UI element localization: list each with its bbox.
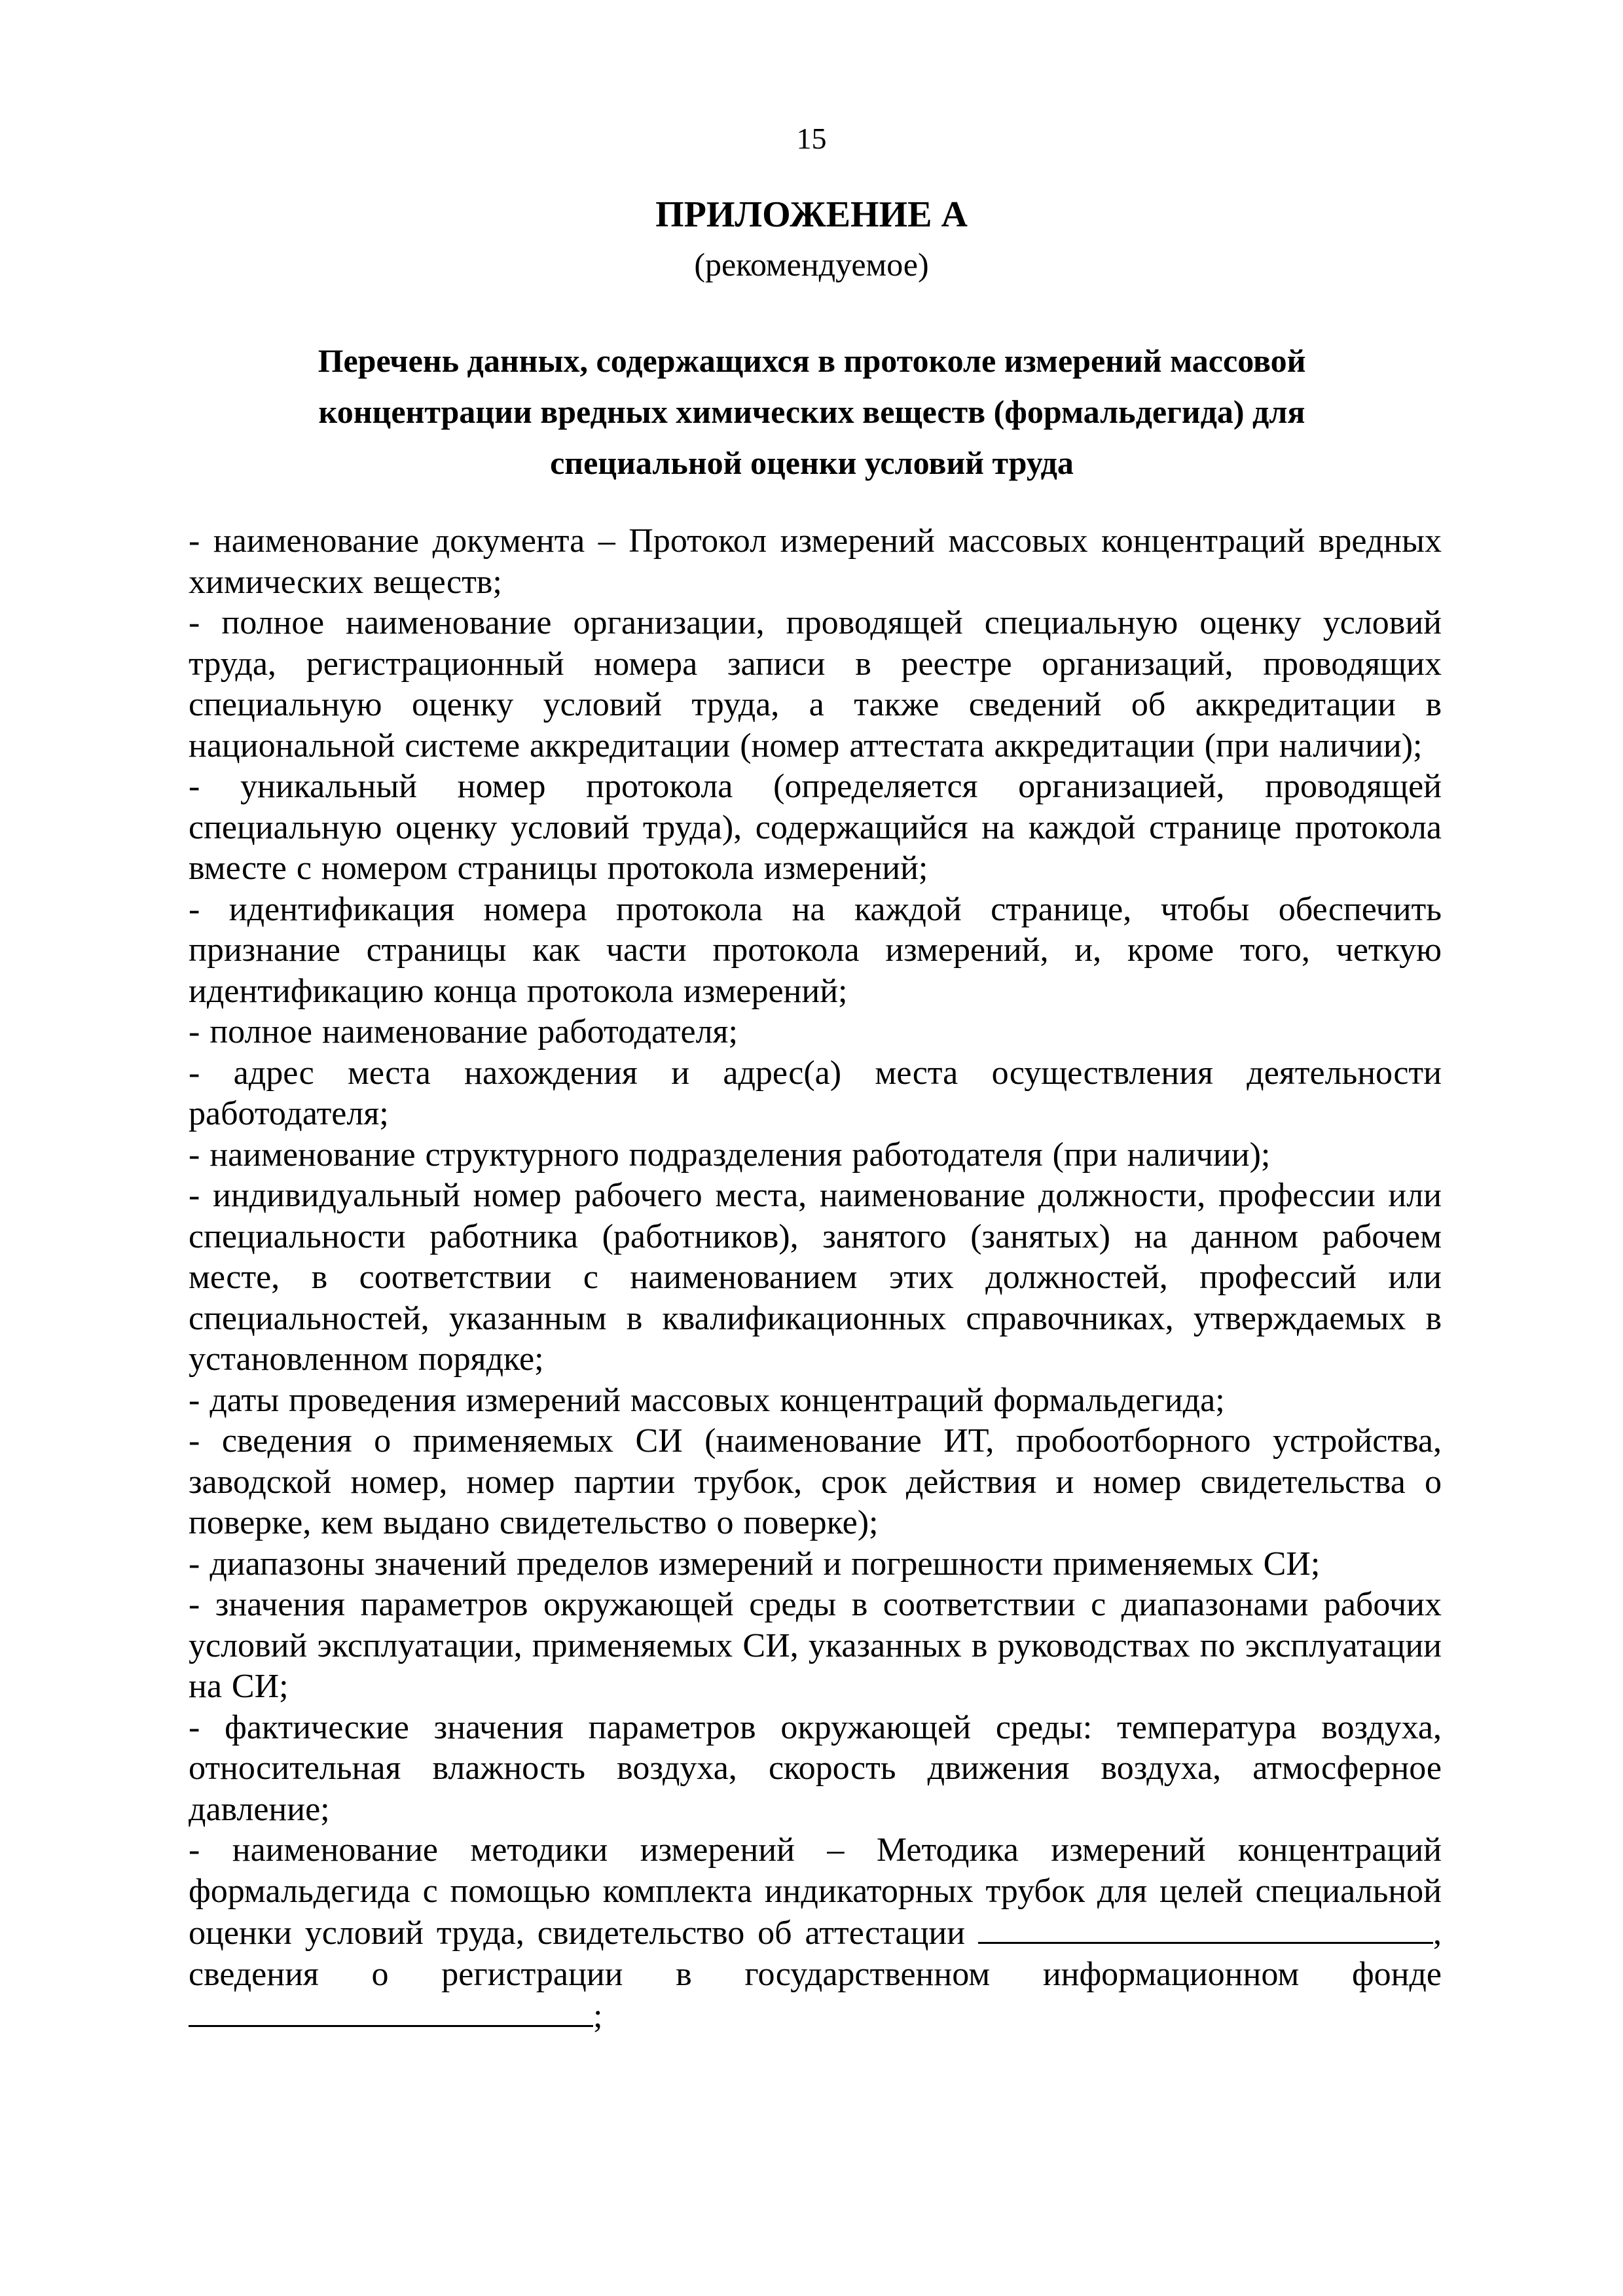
heading-line-3: специальной оценки условий труда [550, 444, 1074, 481]
list-item: - значения параметров окружающей среды в соответствии с диапазонами рабочих условий эксплуатации, применяемых СИ, указанных в руководствах по эксплуатации на СИ; [189, 1586, 1442, 1705]
appendix-subtitle: (рекомендуемое) [694, 246, 929, 283]
list-item-methodology [189, 1830, 1442, 2037]
list-item: - наименование структурного подразделения работодателя (при наличии); [189, 1136, 1271, 1174]
list-item: - полное наименование работодателя; [189, 1013, 738, 1050]
methodology-text-1: - наименование методики измерений – Методика измерений концентраций формальдегида с помощью комплекта индикаторных трубок для целей специальной оценки условий труда, свидетельство об аттестации [189, 1831, 1442, 1952]
list-item: - полное наименование организации, проводящей специальную оценку условий труда, регистрационный номера записи в реестре организаций, проводящих специальную оценку условий труда, а также сведений об аккредитации в национальной системе аккредитации (номер аттестата аккредитации (при наличии); [189, 604, 1442, 764]
heading-line-2: концентрации вредных химических веществ (формальдегида) для [318, 393, 1305, 430]
data-list [189, 521, 1442, 2037]
list-item: - адрес места нахождения и адрес(а) места осуществления деятельности работодателя; [189, 1054, 1442, 1132]
section-heading [236, 335, 1388, 488]
list-item: - уникальный номер протокола (определяется организацией, проводящей специальную оценку условий труда), содержащийся на каждой странице протокола вместе с номером страницы протокола измерений; [189, 768, 1442, 887]
appendix-title: ПРИЛОЖЕНИЕ А [655, 194, 968, 235]
page-number: 15 [796, 122, 827, 155]
registration-blank-line [189, 1995, 593, 2027]
methodology-text-2: , сведения о регистрации в государственном информационном фонде [189, 1914, 1442, 1993]
list-item: - сведения о применяемых СИ (наименование ИТ, пробоотборного устройства, заводской номер, номер партии трубок, срок действия и номер свидетельства о поверке, кем выдано свидетельство о поверке); [189, 1422, 1442, 1541]
list-item: - идентификация номера протокола на каждой странице, чтобы обеспечить признание страницы как части протокола измерений, и, кроме того, четкую идентификацию конца протокола измерений; [189, 890, 1442, 1010]
attestation-blank-line [978, 1912, 1433, 1944]
list-item: - диапазоны значений пределов измерений и погрешности применяемых СИ; [189, 1545, 1321, 1583]
methodology-text-3: ; [593, 1998, 603, 2035]
list-item: - даты проведения измерений массовых концентраций формальдегида; [189, 1381, 1225, 1419]
list-item: - фактические значения параметров окружающей среды: температура воздуха, относительная влажность воздуха, скорость движения воздуха, атмосферное давление; [189, 1708, 1442, 1828]
list-item: - индивидуальный номер рабочего места, наименование должности, профессии или специальности работника (работников), занятого (занятых) на данном рабочем месте, в соответствии с наименованием этих должностей, профессий или специальностей, указанным в квалификационных справочниках, утверждаемых в установленном порядке; [189, 1177, 1442, 1378]
heading-line-1: Перечень данных, содержащихся в протоколе измерений массовой [318, 342, 1306, 379]
list-item: - наименование документа – Протокол измерений массовых концентраций вредных химических веществ; [189, 522, 1442, 601]
